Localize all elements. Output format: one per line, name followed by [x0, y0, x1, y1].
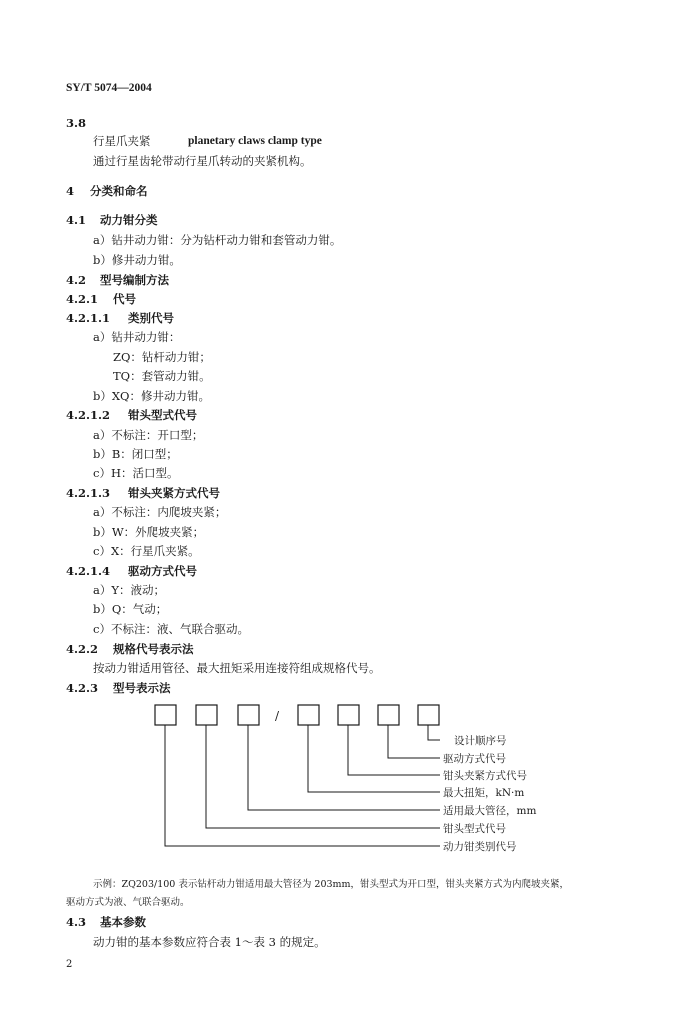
list-item: c）X：行星爪夹紧。 — [93, 544, 200, 558]
section-number-4-2-1: 4.2.1 — [66, 292, 99, 306]
list-item: c）不标注：液、气联合驱动。 — [93, 622, 249, 636]
section-title-4-1: 动力钳分类 — [100, 213, 158, 227]
example-note-line-2: 驱动方式为液、气联合驱动。 — [66, 897, 190, 908]
code-box-4 — [298, 705, 319, 725]
section-title-4-2-1-1: 类别代号 — [128, 311, 174, 325]
code-box-2 — [196, 705, 217, 725]
list-item: a）不标注：内爬坡夹紧； — [93, 505, 227, 519]
page-number: 2 — [66, 959, 73, 970]
term-definition: 通过行星齿轮带动行星爪转动的夹紧机构。 — [93, 154, 312, 168]
label-design-sequence: 设计顺序号 — [454, 735, 507, 747]
section-number-4-2-1-4: 4.2.1.4 — [66, 564, 111, 578]
code-box-6 — [378, 705, 399, 725]
section-number-4-2-1-1: 4.2.1.1 — [66, 311, 111, 325]
paragraph: 动力钳的基本参数应符合表 1～表 3 的规定。 — [93, 935, 326, 949]
section-title-4-2-1-2: 钳头型式代号 — [128, 408, 197, 422]
label-max-pipe-diameter: 适用最大管径，mm — [443, 805, 537, 817]
section-number-4-3: 4.3 — [66, 915, 87, 929]
list-item: a）不标注：开口型； — [93, 428, 204, 442]
section-title-4-2-3: 型号表示法 — [113, 681, 171, 695]
standard-code-header: SY/T 5074—2004 — [66, 82, 152, 94]
section-title-4-2-1-3: 钳头夹紧方式代号 — [128, 486, 220, 500]
example-note-line-1: 示例：ZQ203/100 表示钻杆动力钳适用最大管径为 203mm，钳头型式为开口型，钳头夹紧方式为内爬坡夹紧， — [93, 879, 570, 890]
label-category: 动力钳类别代号 — [443, 841, 517, 853]
label-jaw-type: 钳头型式代号 — [443, 823, 506, 835]
list-item: a）Y：液动； — [93, 583, 165, 597]
paragraph: 按动力钳适用管径、最大扭矩采用连接符组成规格代号。 — [93, 661, 381, 675]
section-title-4-2-2: 规格代号表示法 — [113, 642, 194, 656]
term-english: planetary claws clamp type — [188, 135, 322, 147]
list-item: TQ：套管动力钳。 — [113, 369, 211, 383]
label-drive-type: 驱动方式代号 — [443, 753, 506, 765]
list-item: a）钻井动力钳： — [93, 330, 181, 344]
list-item: b）B：闭口型； — [93, 447, 178, 461]
list-item: a）钻井动力钳：分为钻杆动力钳和套管动力钳。 — [93, 233, 342, 247]
section-title-4-3: 基本参数 — [100, 915, 146, 929]
section-title-4-2-1: 代号 — [113, 292, 136, 306]
label-clamp-type: 钳头夹紧方式代号 — [443, 770, 527, 782]
separator-slash: / — [275, 709, 280, 723]
section-number-4: 4 — [66, 184, 75, 198]
list-item: b）W：外爬坡夹紧； — [93, 525, 205, 539]
list-item: c）H：活口型。 — [93, 466, 179, 480]
code-box-7 — [418, 705, 439, 725]
list-item: ZQ：钻杆动力钳； — [113, 350, 211, 364]
term-chinese: 行星爪夹紧 — [93, 134, 151, 148]
section-title-4-2: 型号编制方法 — [100, 273, 169, 287]
section-title-4-2-1-4: 驱动方式代号 — [128, 564, 197, 578]
label-max-torque: 最大扭矩，kN·m — [443, 787, 525, 799]
section-number-4-2-3: 4.2.3 — [66, 681, 99, 695]
list-item: b）XQ：修井动力钳。 — [93, 389, 210, 403]
section-title-4: 分类和命名 — [90, 184, 148, 198]
list-item: b）Q：气动； — [93, 602, 168, 616]
section-number-4-2-1-2: 4.2.1.2 — [66, 408, 111, 422]
section-number-4-2-2: 4.2.2 — [66, 642, 99, 656]
section-number-4-1: 4.1 — [66, 213, 87, 227]
code-box-3 — [238, 705, 259, 725]
code-box-1 — [155, 705, 176, 725]
section-number-4-2: 4.2 — [66, 273, 87, 287]
section-number-4-2-1-3: 4.2.1.3 — [66, 486, 111, 500]
code-box-5 — [338, 705, 359, 725]
section-number-3-8: 3.8 — [66, 116, 87, 130]
list-item: b）修井动力钳。 — [93, 253, 181, 267]
